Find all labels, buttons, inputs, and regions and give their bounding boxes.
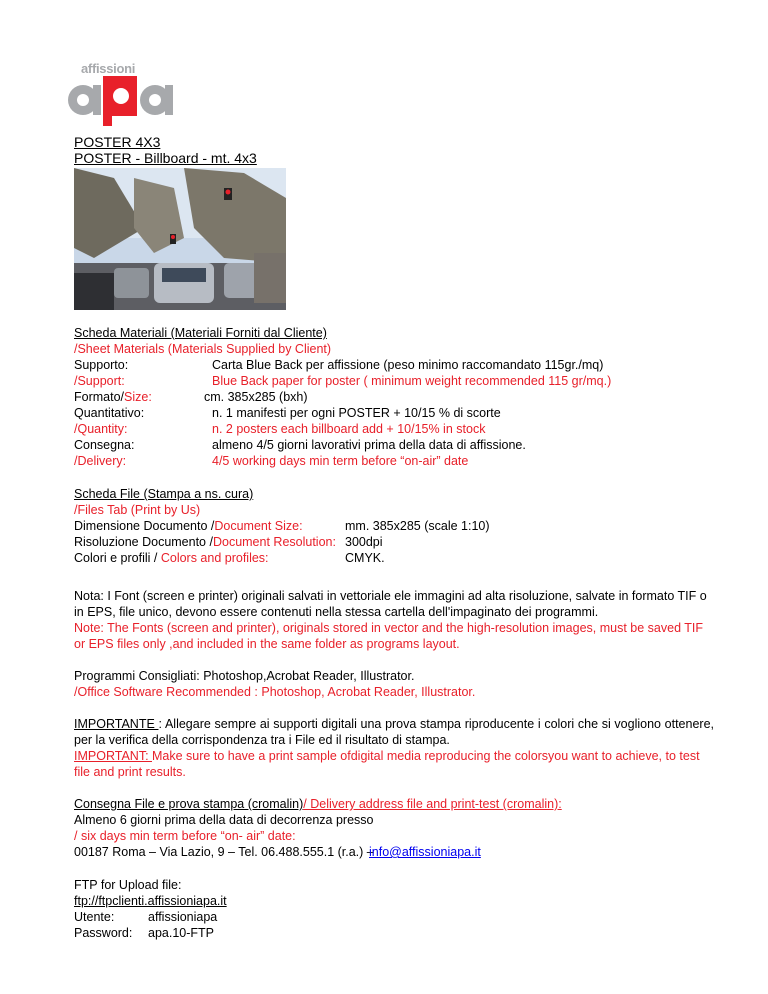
note-en: Note: The Fonts (screen and printer), originals stored in vector and the high-resolution images, must be saved TIF or EPS files only ,and included in the same folder as programs layout. (74, 621, 704, 651)
important-en: IMPORTANT: Make sure to have a print sample ofdigital media reproducing the colorsyou want to achieve, to test file and print results. (74, 749, 700, 779)
quantity-value: n. 1 manifesti per ogni POSTER + 10/15 % di scorte (212, 406, 501, 420)
quantity-label: Quantitativo: (74, 406, 145, 420)
doc-size-value: mm. 385x285 (scale 1:10) (345, 519, 490, 533)
important-it: IMPORTANTE : Allegare sempre ai supporti digitali una prova stampa riproducente i colori che si vogliono ottenere, per la verifica della corrispondenza tra i File ed il risultato di stampa. (74, 717, 714, 747)
support-label: Supporto: (74, 358, 129, 372)
doc-resolution-value: 300dpi (345, 535, 383, 549)
ftp-pass-value: apa.10-FTP (148, 926, 215, 940)
ftp-user-value: affissioniapa (148, 910, 218, 924)
delivery-label: Consegna: (74, 438, 135, 452)
support-value-en: Blue Back paper for poster ( minimum weight recommended 115 gr/mq.) (212, 374, 612, 388)
billboard-street-photo (74, 168, 286, 310)
doc-size-label: Dimensione Documento /Document Size: (74, 519, 303, 533)
colors-value: CMYK. (345, 551, 385, 565)
doc-resolution-label: Risoluzione Documento /Document Resolution: (74, 535, 336, 549)
quantity-value-en: n. 2 posters each billboard add + 10/15% in stock (212, 422, 486, 436)
colors-label: Colori e profili / Colors and profiles: (74, 551, 269, 565)
ftp-pass-label: Password: (74, 926, 133, 940)
format-value: cm. 385x285 (bxh) (204, 390, 308, 404)
quantity-label-en: /Quantity: (74, 422, 128, 436)
email-link[interactable]: info@affissioniapa.it (369, 845, 481, 859)
delivery-line1: Almeno 6 giorni prima della data di decorrenza presso (74, 813, 374, 827)
apa-logo-graphic (63, 62, 181, 126)
title-line-2: POSTER - Billboard - mt. 4x3 (74, 150, 257, 166)
files-heading: Scheda File (Stampa a ns. cura) (74, 487, 254, 501)
delivery-value: almeno 4/5 giorni lavorativi prima della data di affissione. (212, 438, 526, 452)
materials-heading: Scheda Materiali (Materiali Forniti dal Cliente) (74, 326, 327, 340)
support-value: Carta Blue Back per affissione (peso minimo raccomandato 115gr./mq) (212, 358, 604, 372)
files-heading-en: /Files Tab (Print by Us) (74, 503, 201, 517)
ftp-url[interactable]: ftp://ftpclienti.affissioniapa.it (74, 894, 227, 908)
format-label-en: Size: (124, 390, 152, 404)
svg-text:affissioni: affissioni (81, 62, 136, 76)
delivery-address: 00187 Roma – Via Lazio, 9 – Tel. 06.488.555.1 (r.a.) – (74, 845, 374, 859)
support-label-en: /Support: (74, 374, 125, 388)
format-label: Formato/Size: (74, 390, 152, 404)
ftp-user-label: Utente: (74, 910, 115, 924)
note-it: Nota: I Font (screen e printer) originali salvati in vettoriale ele immagini ad alta risoluzione, salvate in formato TIF o in EPS, file unico, devono essere contenuti nella stessa cartella dell'impaginato dei programmi. (74, 589, 707, 619)
materials-heading-en: /Sheet Materials (Materials Supplied by Client) (74, 342, 332, 356)
delivery-value-en: 4/5 working days min term before “on-air” date (212, 454, 469, 468)
title-line-1: POSTER 4X3 (74, 134, 161, 150)
software-en: /Office Software Recommended : Photoshop, Acrobat Reader, Illustrator. (74, 685, 476, 699)
apa-logo (63, 62, 181, 126)
delivery-label-en: /Delivery: (74, 454, 127, 468)
ftp-heading: FTP for Upload file: (74, 878, 182, 892)
software-it: Programmi Consigliati: Photoshop,Acrobat Reader, Illustrator. (74, 669, 415, 683)
delivery-line2: / six days min term before “on- air” date: (74, 829, 296, 843)
delivery-heading: Consegna File e prova stampa (cromalin)/ Delivery address file and print-test (cromalin): (74, 797, 562, 811)
